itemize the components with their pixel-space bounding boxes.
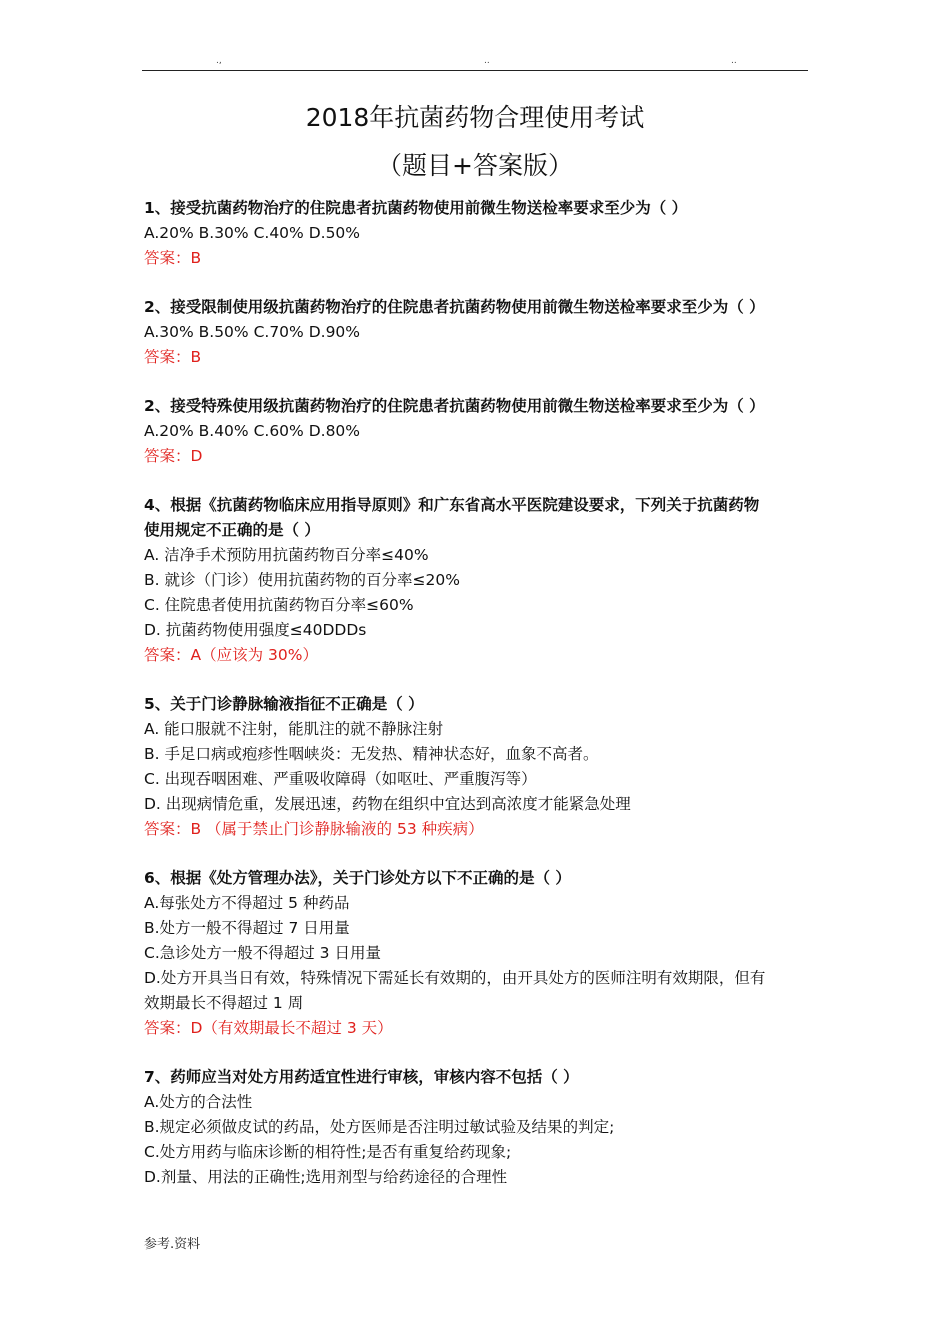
question-block <box>144 196 816 271</box>
document-title: 2018年抗菌药物合理使用考试 <box>305 103 645 132</box>
question-stem: 2、接受特殊使用级抗菌药物治疗的住院患者抗菌药物使用前微生物送检率要求至少为（ ） <box>144 397 765 415</box>
question-option: A.20% B.40% C.60% D.80% <box>144 422 361 440</box>
question-spacer <box>144 370 816 394</box>
answer-text: 答案：D <box>144 447 203 465</box>
question-option: A. 能口服就不注射，能肌注的就不静脉注射 <box>144 720 444 738</box>
question-option: D. 抗菌药物使用强度≤40DDDs <box>144 621 367 639</box>
question-stem: 7、药师应当对处方用药适宜性进行审核，审核内容不包括（ ） <box>144 1068 579 1086</box>
question-block <box>144 866 816 1041</box>
question-option: C.急诊处方一般不得超过 3 日用量 <box>144 944 381 962</box>
question-option: B. 手足口病或疱疹性咽峡炎：无发热、精神状态好，血象不高者。 <box>144 745 599 763</box>
question-option: B. 就诊（门诊）使用抗菌药物的百分率≤20% <box>144 571 460 589</box>
question-option: C. 出现吞咽困难、严重吸收障碍（如呕吐、严重腹泻等） <box>144 770 537 788</box>
question-option: D.剂量、用法的正确性;选用剂型与给药途径的合理性 <box>144 1168 508 1186</box>
question-spacer <box>144 271 816 295</box>
answer-text: 答案：B <box>144 348 202 366</box>
question-option: C.处方用药与临床诊断的相符性;是否有重复给药现象; <box>144 1143 512 1161</box>
question-option: B.规定必须做皮试的药品，处方医师是否注明过敏试验及结果的判定; <box>144 1118 615 1136</box>
question-option: A.处方的合法性 <box>144 1093 253 1111</box>
question-spacer <box>144 668 816 692</box>
page-footer: 参考.资料 <box>144 1237 201 1252</box>
question-stem: 4、根据《抗菌药物临床应用指导原则》和广东省高水平医院建设要求，下列关于抗菌药物 <box>144 496 760 514</box>
answer-text: 答案：D（有效期最长不超过 3 天） <box>144 1019 393 1037</box>
question-stem: 2、接受限制使用级抗菌药物治疗的住院患者抗菌药物使用前微生物送检率要求至少为（ ） <box>144 298 765 316</box>
question-option: A.20% B.30% C.40% D.50% <box>144 224 361 242</box>
question-option: 效期最长不得超过 1 周 <box>144 994 304 1012</box>
question-option: B.处方一般不得超过 7 日用量 <box>144 919 350 937</box>
question-option: A.30% B.50% C.70% D.90% <box>144 323 361 341</box>
question-stem: 6、根据《处方管理办法》，关于门诊处方以下不正确的是（ ） <box>144 869 571 887</box>
answer-text: 答案：B <box>144 249 202 267</box>
question-block <box>144 394 816 469</box>
question-option: D. 出现病情危重，发展迅速，药物在组织中宜达到高浓度才能紧急处理 <box>144 795 631 813</box>
question-option: A. 洁净手术预防用抗菌药物百分率≤40% <box>144 546 429 564</box>
answer-text: 答案：A（应该为 30%） <box>144 646 318 664</box>
question-stem: 5、关于门诊静脉输液指征不正确是（ ） <box>144 695 424 713</box>
header-mark-center: .. <box>484 56 490 66</box>
question-block <box>144 295 816 370</box>
question-option: D.处方开具当日有效，特殊情况下需延长有效期的，由开具处方的医师注明有效期限，但有 <box>144 969 766 987</box>
question-block <box>144 493 816 668</box>
question-stem: 使用规定不正确的是（ ） <box>144 521 320 539</box>
question-block <box>144 692 816 842</box>
header-mark-right: .. <box>731 56 737 66</box>
question-block <box>144 1065 816 1190</box>
answer-text: 答案：B （属于禁止门诊静脉输液的 53 种疾病） <box>144 820 484 838</box>
question-spacer <box>144 469 816 493</box>
header-mark-left: ., <box>216 56 222 66</box>
header-rule <box>142 70 808 71</box>
question-spacer <box>144 842 816 866</box>
question-stem: 1、接受抗菌药物治疗的住院患者抗菌药物使用前微生物送检率要求至少为（ ） <box>144 199 688 217</box>
question-option: A.每张处方不得超过 5 种药品 <box>144 894 350 912</box>
question-spacer <box>144 1041 816 1065</box>
document-subtitle: （题目+答案版） <box>377 151 573 180</box>
question-option: C. 住院患者使用抗菌药物百分率≤60% <box>144 596 414 614</box>
question-list <box>144 196 816 1190</box>
